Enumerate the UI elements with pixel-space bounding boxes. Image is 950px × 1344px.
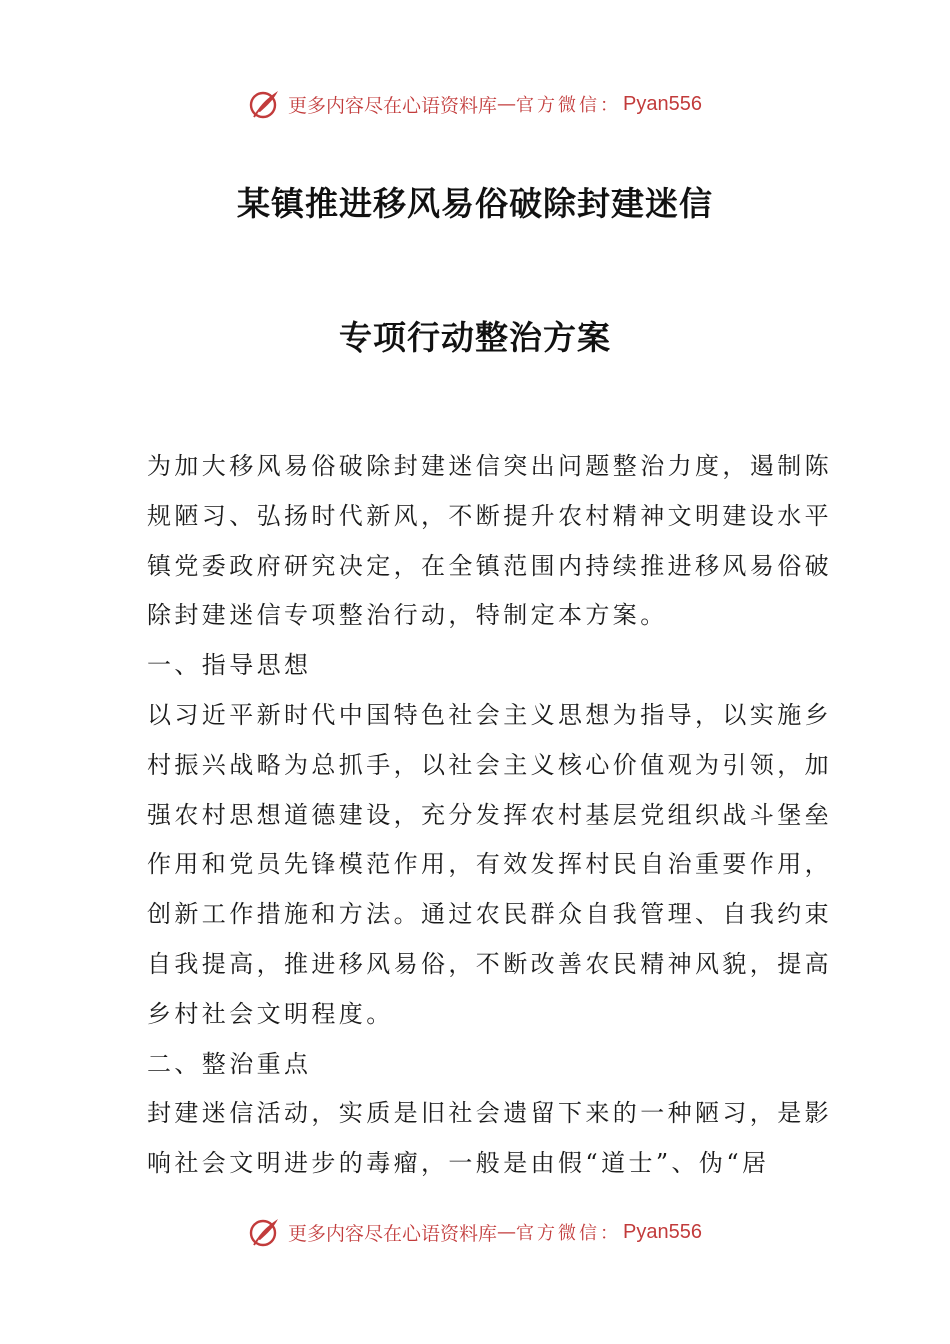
separator-dash: — bbox=[497, 1221, 517, 1243]
quill-seal-icon bbox=[248, 1215, 282, 1249]
header-watermark-banner bbox=[0, 84, 950, 124]
body-line: 除封建迷信专项整治行动，特制定本方案。 bbox=[147, 601, 668, 630]
body-line: 封建迷信活动，实质是旧社会遗留下来的一种陋习，是影 bbox=[147, 1099, 832, 1128]
body-line: 规陋习、弘扬时代新风，不断提升农村精神文明建设水平 bbox=[147, 501, 832, 530]
section-heading-key-points: 二、整治重点 bbox=[147, 1049, 312, 1078]
wechat-label: 官方微信： bbox=[516, 95, 622, 116]
body-line: 为加大移风易俗破除封建迷信突出问题整治力度，遏制陈 bbox=[147, 452, 832, 480]
wechat-label: 官方微信： bbox=[516, 1223, 622, 1244]
quill-seal-icon bbox=[248, 87, 282, 121]
section-heading-guiding-thought: 一、指导思想 bbox=[147, 651, 312, 680]
body-line: 镇党委政府研究决定，在全镇范围内持续推进移风易俗破 bbox=[147, 551, 832, 580]
body-line: 作用和党员先锋模范作用，有效发挥村民自治重要作用， bbox=[147, 850, 832, 879]
body-line: 乡村社会文明程度。 bbox=[147, 999, 394, 1028]
site-name-text: 更多内容尽在心语资料库 bbox=[288, 1222, 498, 1245]
document-title-line-2: 专项行动整治方案 bbox=[339, 318, 611, 357]
footer-watermark-banner bbox=[0, 1212, 950, 1252]
document-body bbox=[147, 442, 832, 1189]
wechat-id: Pyan556 bbox=[623, 92, 702, 115]
body-line: 创新工作措施和方法。通过农民群众自我管理、自我约束 bbox=[147, 900, 832, 929]
document-title-line-1: 某镇推进移风易俗破除封建迷信 bbox=[237, 184, 713, 223]
body-line: 响社会文明进步的毒瘤，一般是由假“道士”、伪“居 bbox=[147, 1149, 770, 1178]
separator-dash: — bbox=[497, 93, 517, 115]
body-line: 自我提高，推进移风易俗，不断改善农民精神风貌，提高 bbox=[147, 949, 832, 978]
body-line: 村振兴战略为总抓手，以社会主义核心价值观为引领，加 bbox=[147, 750, 832, 779]
body-line: 以习近平新时代中国特色社会主义思想为指导，以实施乡 bbox=[147, 700, 832, 729]
wechat-id: Pyan556 bbox=[623, 1220, 702, 1243]
body-line: 强农村思想道德建设，充分发挥农村基层党组织战斗堡垒 bbox=[147, 800, 832, 829]
site-name-text: 更多内容尽在心语资料库 bbox=[288, 94, 498, 117]
